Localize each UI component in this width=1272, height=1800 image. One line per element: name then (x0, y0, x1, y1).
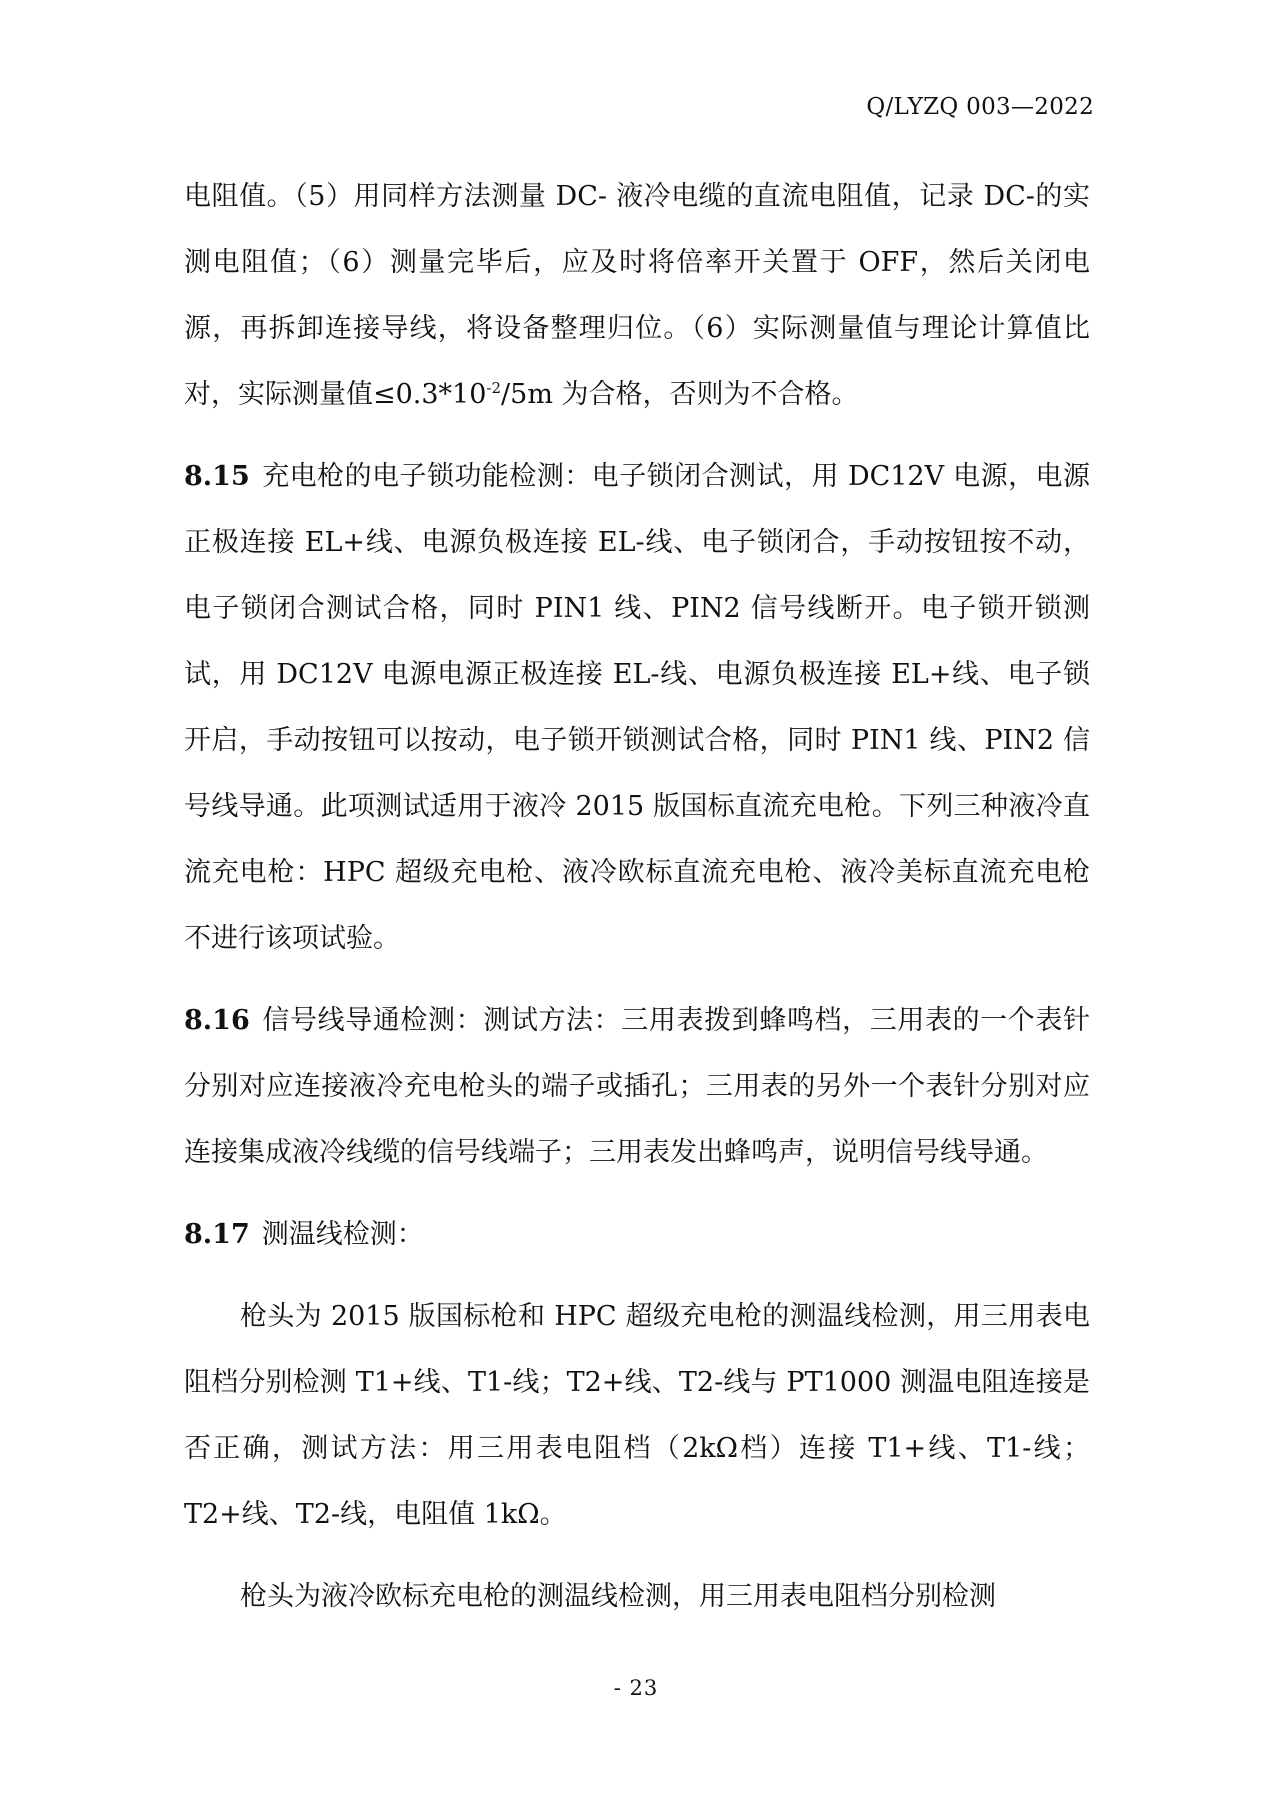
section-text: 信号线导通检测：测试方法：三用表拨到蜂鸣档，三用表的一个表针分别对应连接液冷充电枪头的端子或插孔；三用表的另外一个表针分别对应连接集成液冷线缆的信号线端子；三用表发出蜂鸣声，说明信号线导通。 (184, 1005, 1090, 1168)
page-number: - 23 (613, 1676, 659, 1700)
paragraph-resistance-measurement (184, 164, 1090, 428)
section-8-17 (184, 1202, 1090, 1268)
section-number: 8.15 (184, 461, 250, 492)
section-text: 充电枪的电子锁功能检测：电子锁闭合测试，用 DC12V 电源，电源正极连接 EL+线、电源负极连接 EL-线、电子锁闭合，手动按钮按不动，电子锁闭合测试合格，同时 PIN1 线、PIN2 信号线断开。电子锁开锁测试，用 DC12V 电源电源正极连接 EL-线、电源负极连接 EL+线、电子锁开启，手动按钮可以按动，电子锁开锁测试合格，同时 PIN1 线、PIN2 信号线导通。此项测试适用于液冷 2015 版国标直流充电枪。下列三种液冷直流充电枪：HPC 超级充电枪、液冷欧标直流充电枪、液冷美标直流充电枪不进行该项试验。 (184, 461, 1090, 954)
paragraph-eu-temperature-check: 枪头为液冷欧标充电枪的测温线检测，用三用表电阻档分别检测 (240, 1581, 996, 1612)
paragraph-text: /5m 为合格，否则为不合格。 (501, 379, 859, 410)
section-heading: 测温线检测： (261, 1219, 424, 1250)
section-number: 8.17 (184, 1219, 250, 1250)
document-code-header: Q/LYZQ 003—2022 (866, 94, 1094, 120)
section-number: 8.16 (184, 1005, 250, 1036)
document-body (184, 164, 1090, 1630)
paragraph-gb-temperature-check: 枪头为 2015 版国标枪和 HPC 超级充电枪的测温线检测，用三用表电阻档分别检测 T1+线、T1-线；T2+线、T2-线与 PT1000 测温电阻连接是否正确，测试方法：用三用表电阻档（2kΩ档）连接 T1+线、T1-线；T2+线、T2-线，电阻值 1kΩ。 (184, 1301, 1090, 1530)
exponent: -2 (486, 379, 502, 397)
section-8-15 (184, 444, 1090, 972)
section-8-16 (184, 988, 1090, 1186)
paragraph-text: 电阻值。（5）用同样方法测量 DC- 液冷电缆的直流电阻值，记录 DC-的实测电阻值；（6）测量完毕后，应及时将倍率开关置于 OFF，然后关闭电源，再拆卸连接导线，将设备整理归位。（6）实际测量值与理论计算值比对，实际测量值≤0.3*10 (184, 181, 1090, 410)
